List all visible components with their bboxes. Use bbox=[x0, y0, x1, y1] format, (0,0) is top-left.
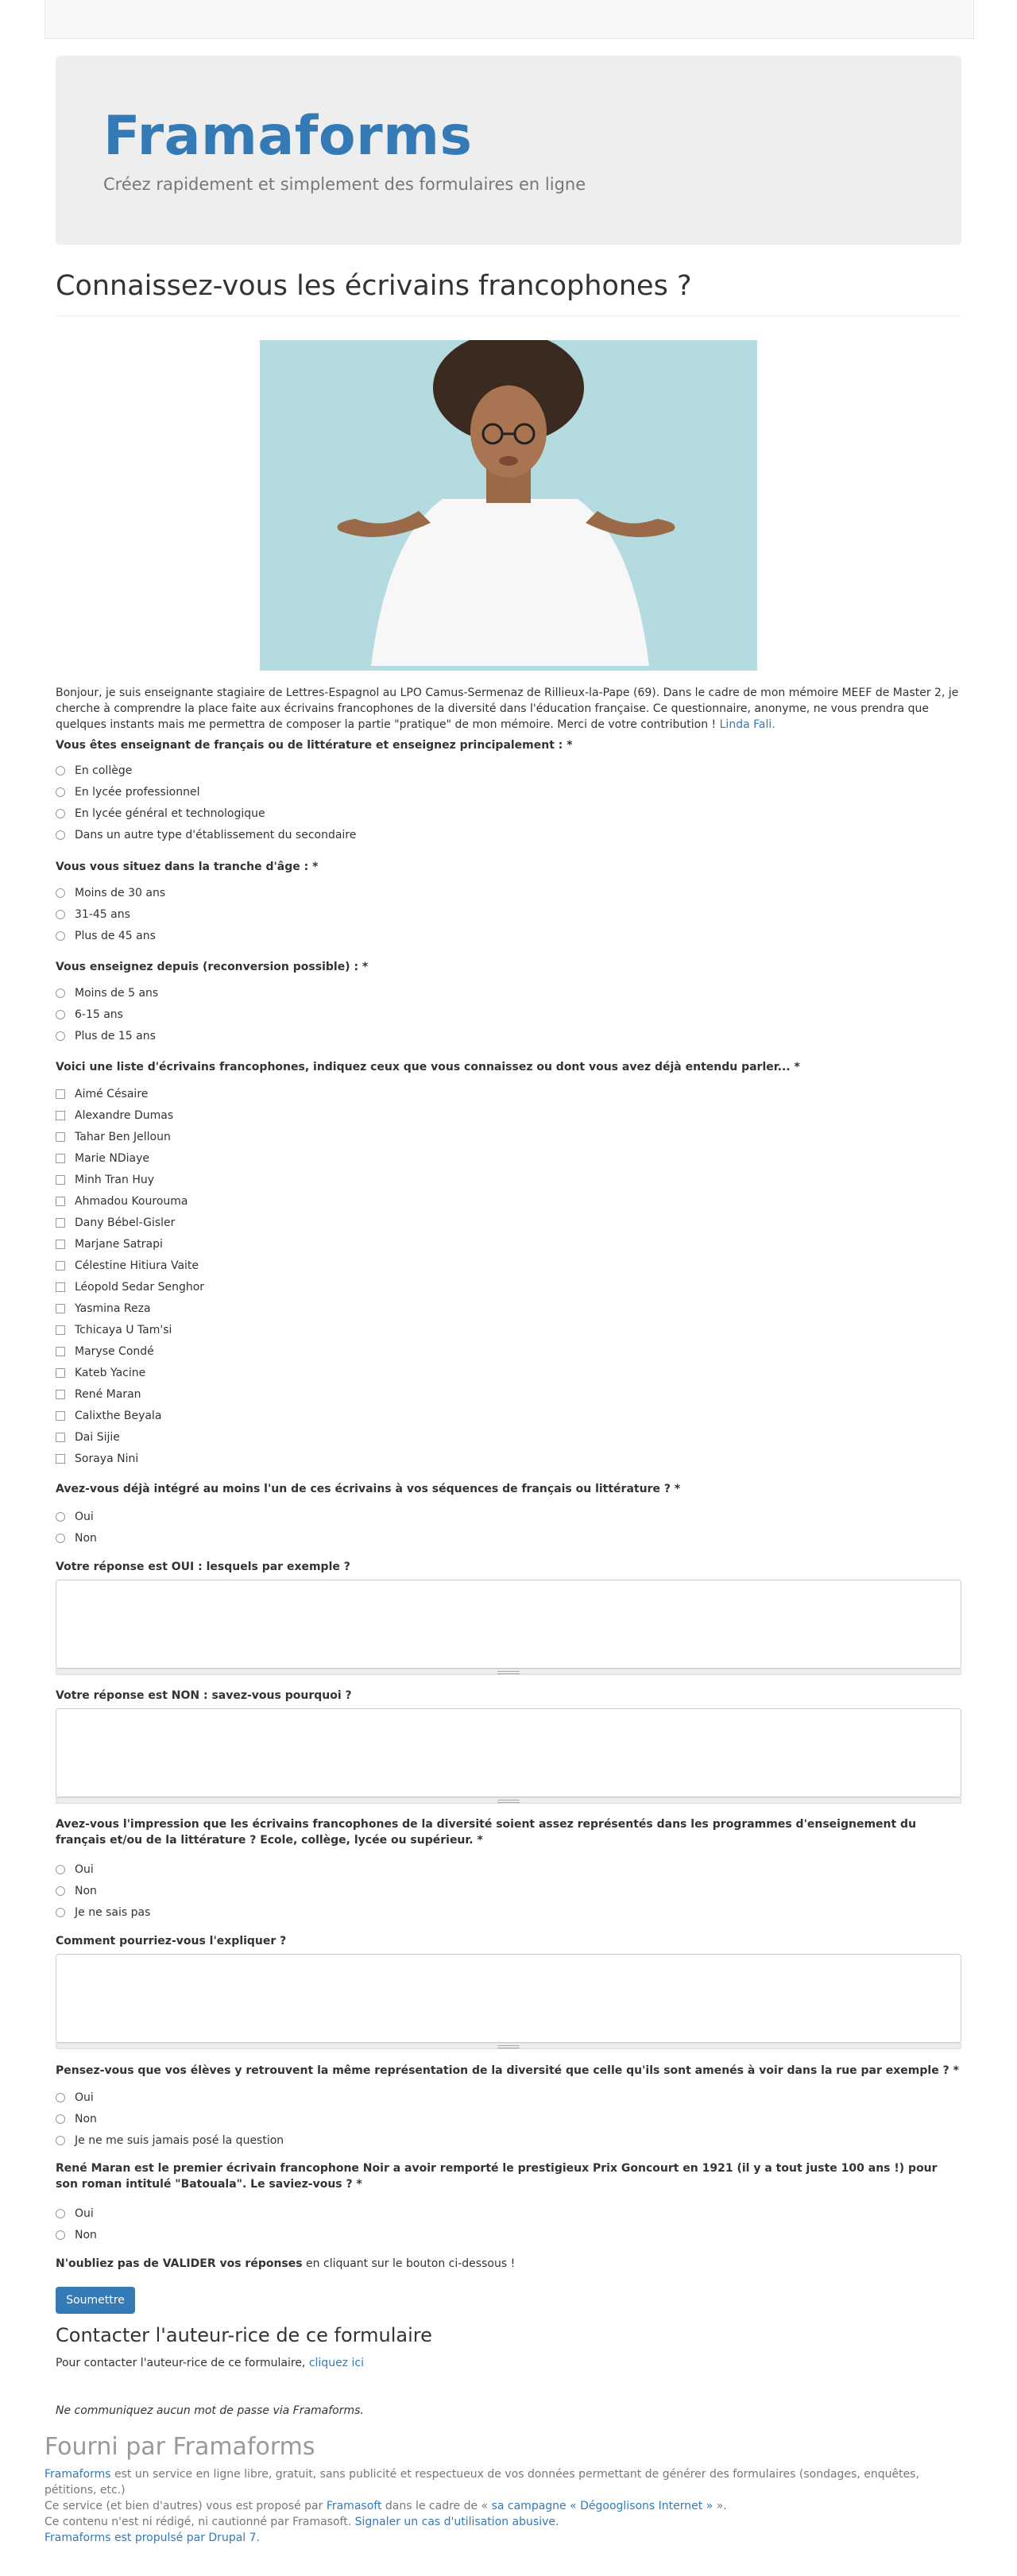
radio-icon[interactable] bbox=[56, 910, 65, 919]
question-label: Vous êtes enseignant de français ou de littérature et enseignez principalement : * bbox=[56, 739, 573, 752]
option-label: 31-45 ans bbox=[75, 908, 130, 921]
question-label: Votre réponse est OUI : lesquels par exemple ? bbox=[56, 1561, 350, 1573]
option-label: Alexandre Dumas bbox=[75, 1109, 174, 1122]
checkbox-option[interactable] bbox=[56, 1195, 188, 1208]
radio-option[interactable] bbox=[56, 1863, 94, 1876]
radio-icon[interactable] bbox=[56, 1886, 65, 1896]
radio-option[interactable] bbox=[56, 2091, 94, 2104]
checkbox-option[interactable] bbox=[56, 1302, 151, 1315]
checkbox-icon[interactable] bbox=[56, 1089, 65, 1099]
checkbox-icon[interactable] bbox=[56, 1433, 65, 1442]
footer-text: ». bbox=[713, 2500, 727, 2512]
checkbox-option[interactable] bbox=[56, 1174, 154, 1186]
contact-link[interactable]: cliquez ici bbox=[308, 2357, 364, 2369]
checkbox-option[interactable] bbox=[56, 1388, 141, 1401]
option-label: Non bbox=[75, 1885, 97, 1897]
site-brand[interactable]: Framaforms bbox=[103, 105, 473, 168]
radio-option[interactable] bbox=[56, 2134, 284, 2147]
radio-option[interactable] bbox=[56, 1532, 97, 1545]
radio-option[interactable] bbox=[56, 2207, 94, 2220]
checkbox-option[interactable] bbox=[56, 1109, 173, 1122]
option-label: Soraya Nini bbox=[75, 1452, 139, 1465]
footer bbox=[44, 2466, 973, 2546]
footer-text: Ce service (et bien d'autres) vous est proposé par bbox=[44, 2500, 327, 2512]
option-label: Non bbox=[75, 2113, 97, 2125]
radio-option[interactable] bbox=[56, 1008, 123, 1021]
radio-icon[interactable] bbox=[56, 1010, 65, 1019]
radio-option[interactable] bbox=[56, 930, 156, 942]
checkbox-icon[interactable] bbox=[56, 1325, 65, 1335]
degooglisons-link[interactable]: sa campagne « Dégooglisons Internet » bbox=[491, 2500, 713, 2512]
radio-icon[interactable] bbox=[56, 766, 65, 776]
site-tagline: Créez rapidement et simplement des formulaires en ligne bbox=[103, 175, 586, 194]
option-label: Calixthe Beyala bbox=[75, 1410, 162, 1422]
option-label: Tahar Ben Jelloun bbox=[75, 1131, 171, 1143]
radio-option[interactable] bbox=[56, 764, 132, 777]
radio-option[interactable] bbox=[56, 786, 199, 799]
footer-text: Ce contenu n'est ni rédigé, ni cautionné par Framasoft. bbox=[44, 2516, 355, 2528]
reminder-text: en cliquant sur le bouton ci-dessous ! bbox=[302, 2257, 516, 2270]
option-label: Je ne me suis jamais posé la question bbox=[75, 2134, 284, 2147]
contact-heading: Contacter l'auteur-rice de ce formulaire bbox=[56, 2324, 432, 2346]
checkbox-option[interactable] bbox=[56, 1452, 138, 1465]
question-label: Avez-vous déjà intégré au moins l'un de ces écrivains à vos séquences de français ou littérature ? * bbox=[56, 1483, 681, 1495]
checkbox-option[interactable] bbox=[56, 1367, 145, 1379]
footer-text: dans le cadre de « bbox=[381, 2500, 492, 2512]
radio-icon[interactable] bbox=[56, 2093, 65, 2102]
answer-textarea[interactable] bbox=[56, 1954, 961, 2043]
radio-option[interactable] bbox=[56, 1510, 94, 1523]
option-label: Maryse Condé bbox=[75, 1345, 154, 1358]
checkbox-option[interactable] bbox=[56, 1216, 175, 1229]
question-label: Voici une liste d'écrivains francophones, indiquez ceux que vous connaissez ou dont vous avez déjà entendu parler... * bbox=[56, 1061, 800, 1073]
footer-text: Framaforms est propulsé par bbox=[44, 2532, 209, 2544]
report-abuse-link[interactable]: Signaler un cas d'utilisation abusive. bbox=[354, 2516, 559, 2528]
checkbox-icon[interactable] bbox=[56, 1390, 65, 1399]
radio-icon[interactable] bbox=[56, 1908, 65, 1917]
radio-option[interactable] bbox=[56, 807, 265, 820]
question-label-line: René Maran est le premier écrivain francophone Noir a avoir remporté le prestigieux Prix Goncourt en 1921 (il y a tout juste 100 ans !) pour bbox=[56, 2162, 938, 2175]
option-label: Moins de 5 ans bbox=[75, 987, 159, 1000]
option-label: Non bbox=[75, 1532, 97, 1545]
checkbox-option[interactable] bbox=[56, 1324, 172, 1336]
option-label: Léopold Sedar Senghor bbox=[75, 1281, 205, 1294]
checkbox-option[interactable] bbox=[56, 1259, 199, 1272]
footer-line bbox=[44, 2466, 973, 2498]
contact-text bbox=[56, 2357, 364, 2369]
radio-icon[interactable] bbox=[56, 2136, 65, 2145]
top-navbar bbox=[44, 0, 974, 39]
footer-line bbox=[44, 2498, 973, 2514]
option-label: Plus de 45 ans bbox=[75, 930, 156, 942]
radio-option[interactable] bbox=[56, 987, 158, 1000]
option-label: Aimé Césaire bbox=[75, 1088, 149, 1100]
checkbox-option[interactable] bbox=[56, 1410, 161, 1422]
option-label: Minh Tran Huy bbox=[75, 1174, 155, 1186]
checkbox-icon[interactable] bbox=[56, 1261, 65, 1271]
checkbox-icon[interactable] bbox=[56, 1454, 65, 1464]
question-label: Vous vous situez dans la tranche d'âge : * bbox=[56, 861, 319, 873]
framasoft-link[interactable]: Framasoft bbox=[326, 2500, 382, 2512]
question-label: Pensez-vous que vos élèves y retrouvent la même représentation de la diversité que celle qu'ils sont amenés à voir dans la rue par exemple ? * bbox=[56, 2064, 959, 2077]
resize-grip-icon[interactable] bbox=[56, 1797, 961, 1804]
checkbox-option[interactable] bbox=[56, 1152, 149, 1165]
header-photo bbox=[260, 340, 757, 671]
submit-button[interactable]: Soumettre bbox=[56, 2287, 135, 2314]
framaforms-link[interactable]: Framaforms bbox=[44, 2468, 111, 2481]
page-title: Connaissez-vous les écrivains francophones ? bbox=[56, 270, 692, 302]
question-label: Comment pourriez-vous l'expliquer ? bbox=[56, 1935, 287, 1947]
checkbox-option[interactable] bbox=[56, 1431, 120, 1444]
radio-icon[interactable] bbox=[56, 809, 65, 818]
shrugging-woman-illustration bbox=[260, 340, 757, 671]
question-label-line: son roman intitulé "Batouala". Le saviez-vous ? * bbox=[56, 2178, 362, 2191]
footer-text: . bbox=[256, 2532, 260, 2544]
radio-option[interactable] bbox=[56, 908, 130, 921]
option-label: Oui bbox=[75, 1863, 94, 1876]
checkbox-icon[interactable] bbox=[56, 1282, 65, 1292]
intro-signature: Linda Fali. bbox=[719, 718, 775, 731]
option-label: Dai Sijie bbox=[75, 1431, 120, 1444]
radio-option[interactable] bbox=[56, 1906, 150, 1919]
answer-textarea[interactable] bbox=[56, 1708, 961, 1797]
checkbox-icon[interactable] bbox=[56, 1368, 65, 1378]
radio-icon[interactable] bbox=[56, 2114, 65, 2124]
radio-option[interactable] bbox=[56, 829, 356, 841]
resize-grip-icon[interactable] bbox=[56, 1669, 961, 1675]
checkbox-option[interactable] bbox=[56, 1088, 148, 1100]
radio-icon[interactable] bbox=[56, 2230, 65, 2240]
checkbox-icon[interactable] bbox=[56, 1154, 65, 1163]
question-label: Votre réponse est NON : savez-vous pourquoi ? bbox=[56, 1689, 352, 1702]
checkbox-icon[interactable] bbox=[56, 1132, 65, 1142]
checkbox-icon[interactable] bbox=[56, 1411, 65, 1421]
option-label: Moins de 30 ans bbox=[75, 887, 166, 899]
question-label-line: français et/ou de la littérature ? Ecole, collège, lycée ou supérieur. * bbox=[56, 1834, 483, 1847]
radio-icon[interactable] bbox=[56, 2209, 65, 2218]
checkbox-option[interactable] bbox=[56, 1238, 163, 1251]
checkbox-icon[interactable] bbox=[56, 1175, 65, 1185]
no-password-notice: Ne communiquez aucun mot de passe via Framaforms. bbox=[56, 2404, 364, 2417]
form-intro bbox=[56, 685, 961, 733]
contact-text-body: Pour contacter l'auteur-rice de ce formulaire, bbox=[56, 2357, 309, 2369]
checkbox-icon[interactable] bbox=[56, 1111, 65, 1120]
option-label: Oui bbox=[75, 1510, 94, 1523]
checkbox-icon[interactable] bbox=[56, 1240, 65, 1249]
option-label: Plus de 15 ans bbox=[75, 1030, 156, 1042]
radio-icon[interactable] bbox=[56, 1534, 65, 1543]
submit-reminder bbox=[56, 2257, 515, 2270]
option-label: En lycée général et technologique bbox=[75, 807, 265, 820]
footer-text: est un service en ligne libre, gratuit, sans publicité et respectueux de vos données permettant de générer des formulaires (sondages, enquêtes, pétitions, etc.) bbox=[44, 2468, 919, 2497]
footer-heading: Fourni par Framaforms bbox=[44, 2433, 315, 2461]
radio-option[interactable] bbox=[56, 2113, 97, 2125]
title-divider bbox=[56, 315, 961, 316]
option-label: René Maran bbox=[75, 1388, 141, 1401]
question-label: Vous enseignez depuis (reconversion possible) : * bbox=[56, 961, 369, 973]
question-label bbox=[56, 1816, 961, 1848]
checkbox-icon[interactable] bbox=[56, 1197, 65, 1206]
radio-icon[interactable] bbox=[56, 988, 65, 998]
radio-icon[interactable] bbox=[56, 888, 65, 898]
option-label: Célestine Hitiura Vaite bbox=[75, 1259, 199, 1272]
option-label: Marjane Satrapi bbox=[75, 1238, 163, 1251]
option-label: Dans un autre type d'établissement du secondaire bbox=[75, 829, 357, 841]
checkbox-icon[interactable] bbox=[56, 1347, 65, 1356]
option-label: Oui bbox=[75, 2091, 94, 2104]
radio-option[interactable] bbox=[56, 2229, 97, 2241]
option-label: En collège bbox=[75, 764, 133, 777]
option-label: En lycée professionnel bbox=[75, 786, 200, 799]
footer-line bbox=[44, 2530, 973, 2546]
radio-icon[interactable] bbox=[56, 1865, 65, 1874]
option-label: Yasmina Reza bbox=[75, 1302, 151, 1315]
option-label: 6-15 ans bbox=[75, 1008, 123, 1021]
radio-icon[interactable] bbox=[56, 787, 65, 797]
radio-option[interactable] bbox=[56, 1885, 97, 1897]
option-label: Oui bbox=[75, 2207, 94, 2220]
reminder-bold: N'oubliez pas de VALIDER vos réponses bbox=[56, 2257, 303, 2270]
option-label: Ahmadou Kourouma bbox=[75, 1195, 188, 1208]
site-header bbox=[56, 56, 961, 245]
checkbox-option[interactable] bbox=[56, 1131, 171, 1143]
option-label: Kateb Yacine bbox=[75, 1367, 146, 1379]
answer-textarea[interactable] bbox=[56, 1580, 961, 1669]
option-label: Non bbox=[75, 2229, 97, 2241]
checkbox-icon[interactable] bbox=[56, 1218, 65, 1228]
option-label: Marie NDiaye bbox=[75, 1152, 149, 1165]
question-label bbox=[56, 2160, 961, 2192]
radio-icon[interactable] bbox=[56, 1512, 65, 1522]
radio-icon[interactable] bbox=[56, 1031, 65, 1041]
question-label-line: Avez-vous l'impression que les écrivains francophones de la diversité soient assez représentés dans les programmes d'enseignement du bbox=[56, 1818, 917, 1831]
checkbox-option[interactable] bbox=[56, 1281, 204, 1294]
radio-icon[interactable] bbox=[56, 830, 65, 840]
option-label: Tchicaya U Tam'si bbox=[75, 1324, 172, 1336]
radio-option[interactable] bbox=[56, 887, 165, 899]
option-label: Dany Bébel-Gisler bbox=[75, 1216, 176, 1229]
drupal-link[interactable]: Drupal 7 bbox=[208, 2532, 257, 2544]
intro-text: Bonjour, je suis enseignante stagiaire de Lettres-Espagnol au LPO Camus-Sermenaz de Rillieux-la-Pape (69). Dans le cadre de mon mémoire MEEF de Master 2, je cherche à comprendre la place faite aux écrivains francophones de la diversité dans l'éducation française. Ce questionnaire, anonyme, ne vous prendra que quelques instants mais me permettra de composer la partie "pratique" de mon mémoire. Merci de votre contribution ! bbox=[56, 687, 959, 731]
checkbox-option[interactable] bbox=[56, 1345, 154, 1358]
radio-icon[interactable] bbox=[56, 931, 65, 941]
radio-option[interactable] bbox=[56, 1030, 156, 1042]
checkbox-icon[interactable] bbox=[56, 1304, 65, 1313]
option-label: Je ne sais pas bbox=[75, 1906, 151, 1919]
footer-line bbox=[44, 2514, 973, 2530]
resize-grip-icon[interactable] bbox=[56, 2043, 961, 2049]
